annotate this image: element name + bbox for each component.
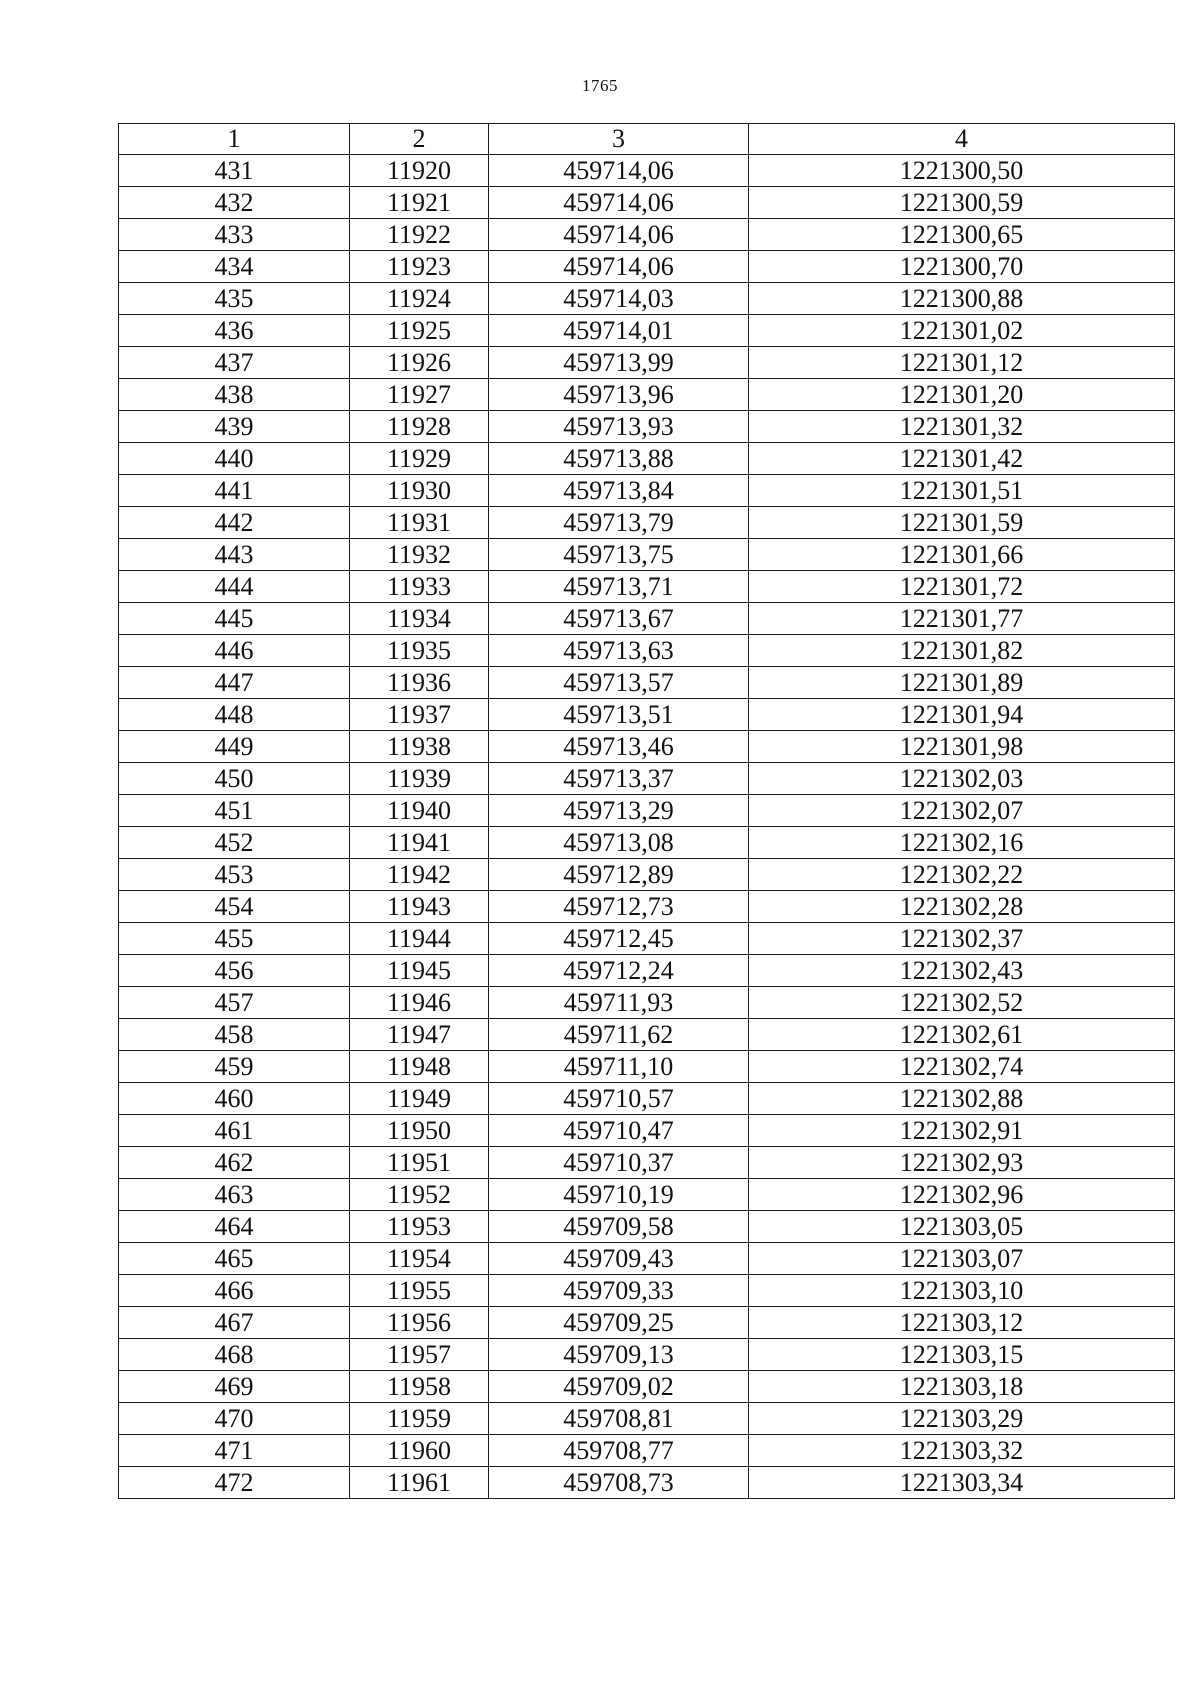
table-header xyxy=(119,124,1175,155)
table-row xyxy=(119,283,1175,315)
table-cell-col-1: 434 xyxy=(119,251,350,283)
table-cell-col-4: 1221302,37 xyxy=(749,923,1175,955)
table-cell-col-2: 11939 xyxy=(350,763,489,795)
table-cell-col-1: 465 xyxy=(119,1243,350,1275)
table-cell-col-2: 11929 xyxy=(350,443,489,475)
table-cell-col-1: 470 xyxy=(119,1403,350,1435)
table-cell-col-2: 11957 xyxy=(350,1339,489,1371)
table-row xyxy=(119,699,1175,731)
table-cell-col-4: 1221300,50 xyxy=(749,155,1175,187)
table-cell-col-3: 459710,47 xyxy=(489,1115,749,1147)
table-cell-col-3: 459709,02 xyxy=(489,1371,749,1403)
table-cell-col-1: 452 xyxy=(119,827,350,859)
table-cell-col-4: 1221302,07 xyxy=(749,795,1175,827)
table-cell-col-3: 459714,06 xyxy=(489,251,749,283)
table-cell-col-4: 1221301,66 xyxy=(749,539,1175,571)
table-row xyxy=(119,763,1175,795)
table-cell-col-1: 439 xyxy=(119,411,350,443)
table-row xyxy=(119,987,1175,1019)
table-cell-col-1: 456 xyxy=(119,955,350,987)
table-cell-col-1: 472 xyxy=(119,1467,350,1499)
table-cell-col-3: 459714,03 xyxy=(489,283,749,315)
table-row xyxy=(119,1467,1175,1499)
table-cell-col-4: 1221302,03 xyxy=(749,763,1175,795)
table-cell-col-3: 459708,77 xyxy=(489,1435,749,1467)
table-cell-col-3: 459711,10 xyxy=(489,1051,749,1083)
table-cell-col-1: 446 xyxy=(119,635,350,667)
table-cell-col-2: 11927 xyxy=(350,379,489,411)
table-cell-col-3: 459713,29 xyxy=(489,795,749,827)
table-row xyxy=(119,315,1175,347)
table-cell-col-4: 1221300,59 xyxy=(749,187,1175,219)
table-cell-col-3: 459710,19 xyxy=(489,1179,749,1211)
table-cell-col-2: 11923 xyxy=(350,251,489,283)
table-cell-col-4: 1221302,52 xyxy=(749,987,1175,1019)
table-cell-col-4: 1221302,93 xyxy=(749,1147,1175,1179)
table-cell-col-4: 1221302,61 xyxy=(749,1019,1175,1051)
table-cell-col-2: 11940 xyxy=(350,795,489,827)
table-cell-col-1: 449 xyxy=(119,731,350,763)
table-cell-col-2: 11959 xyxy=(350,1403,489,1435)
table-cell-col-4: 1221302,16 xyxy=(749,827,1175,859)
table-cell-col-2: 11925 xyxy=(350,315,489,347)
table-cell-col-4: 1221301,12 xyxy=(749,347,1175,379)
table-cell-col-1: 471 xyxy=(119,1435,350,1467)
table-cell-col-2: 11934 xyxy=(350,603,489,635)
table-cell-col-3: 459713,08 xyxy=(489,827,749,859)
table-cell-col-2: 11933 xyxy=(350,571,489,603)
table-cell-col-1: 459 xyxy=(119,1051,350,1083)
table-cell-col-1: 447 xyxy=(119,667,350,699)
table-row xyxy=(119,443,1175,475)
table-cell-col-1: 457 xyxy=(119,987,350,1019)
table-cell-col-2: 11945 xyxy=(350,955,489,987)
table-cell-col-3: 459713,99 xyxy=(489,347,749,379)
table-cell-col-4: 1221301,72 xyxy=(749,571,1175,603)
table-row xyxy=(119,667,1175,699)
table-cell-col-3: 459714,01 xyxy=(489,315,749,347)
table-row xyxy=(119,1403,1175,1435)
table-cell-col-2: 11931 xyxy=(350,507,489,539)
table-cell-col-2: 11944 xyxy=(350,923,489,955)
table-cell-col-2: 11954 xyxy=(350,1243,489,1275)
table-cell-col-3: 459709,58 xyxy=(489,1211,749,1243)
table-cell-col-1: 444 xyxy=(119,571,350,603)
table-cell-col-1: 445 xyxy=(119,603,350,635)
table-cell-col-3: 459713,75 xyxy=(489,539,749,571)
table-cell-col-4: 1221302,22 xyxy=(749,859,1175,891)
table-cell-col-4: 1221303,32 xyxy=(749,1435,1175,1467)
table-cell-col-2: 11942 xyxy=(350,859,489,891)
table-cell-col-4: 1221303,29 xyxy=(749,1403,1175,1435)
table-cell-col-1: 432 xyxy=(119,187,350,219)
table-cell-col-2: 11951 xyxy=(350,1147,489,1179)
table-cell-col-3: 459709,13 xyxy=(489,1339,749,1371)
header-row xyxy=(119,124,1175,155)
table-row xyxy=(119,1339,1175,1371)
table-body xyxy=(119,155,1175,1499)
table-cell-col-4: 1221301,02 xyxy=(749,315,1175,347)
table-cell-col-2: 11947 xyxy=(350,1019,489,1051)
table-cell-col-2: 11936 xyxy=(350,667,489,699)
table-cell-col-1: 455 xyxy=(119,923,350,955)
table-cell-col-2: 11956 xyxy=(350,1307,489,1339)
table-row xyxy=(119,219,1175,251)
table-cell-col-3: 459714,06 xyxy=(489,155,749,187)
table-cell-col-3: 459711,93 xyxy=(489,987,749,1019)
page-number: 1765 xyxy=(582,76,618,95)
table-row xyxy=(119,539,1175,571)
header-cell-4: 4 xyxy=(749,124,1175,155)
table-cell-col-4: 1221301,89 xyxy=(749,667,1175,699)
table-cell-col-3: 459714,06 xyxy=(489,219,749,251)
table-row xyxy=(119,1179,1175,1211)
table-row xyxy=(119,859,1175,891)
table-cell-col-4: 1221301,77 xyxy=(749,603,1175,635)
table-cell-col-1: 467 xyxy=(119,1307,350,1339)
table-row xyxy=(119,1051,1175,1083)
table-cell-col-2: 11941 xyxy=(350,827,489,859)
table-cell-col-1: 442 xyxy=(119,507,350,539)
table-row xyxy=(119,507,1175,539)
table-row xyxy=(119,955,1175,987)
table-cell-col-4: 1221301,82 xyxy=(749,635,1175,667)
table-cell-col-4: 1221303,12 xyxy=(749,1307,1175,1339)
table-cell-col-2: 11935 xyxy=(350,635,489,667)
header-cell-1: 1 xyxy=(119,124,350,155)
table-row xyxy=(119,795,1175,827)
table-cell-col-2: 11930 xyxy=(350,475,489,507)
table-row xyxy=(119,1435,1175,1467)
table-cell-col-2: 11958 xyxy=(350,1371,489,1403)
table-cell-col-3: 459713,46 xyxy=(489,731,749,763)
table-cell-col-4: 1221302,74 xyxy=(749,1051,1175,1083)
table-cell-col-1: 436 xyxy=(119,315,350,347)
table-cell-col-1: 435 xyxy=(119,283,350,315)
table-cell-col-1: 463 xyxy=(119,1179,350,1211)
table-row xyxy=(119,891,1175,923)
table-cell-col-1: 440 xyxy=(119,443,350,475)
table-cell-col-4: 1221303,07 xyxy=(749,1243,1175,1275)
table-cell-col-1: 441 xyxy=(119,475,350,507)
table-row xyxy=(119,1147,1175,1179)
table-cell-col-2: 11953 xyxy=(350,1211,489,1243)
table-row xyxy=(119,1371,1175,1403)
table-row xyxy=(119,187,1175,219)
table-row xyxy=(119,379,1175,411)
table-cell-col-4: 1221302,91 xyxy=(749,1115,1175,1147)
table-cell-col-4: 1221301,98 xyxy=(749,731,1175,763)
table-cell-col-4: 1221303,34 xyxy=(749,1467,1175,1499)
table-cell-col-1: 453 xyxy=(119,859,350,891)
table-cell-col-1: 462 xyxy=(119,1147,350,1179)
table-cell-col-4: 1221301,94 xyxy=(749,699,1175,731)
table-cell-col-2: 11926 xyxy=(350,347,489,379)
table-cell-col-4: 1221302,28 xyxy=(749,891,1175,923)
table-cell-col-3: 459713,63 xyxy=(489,635,749,667)
table-cell-col-4: 1221303,15 xyxy=(749,1339,1175,1371)
table-cell-col-2: 11938 xyxy=(350,731,489,763)
table-cell-col-3: 459714,06 xyxy=(489,187,749,219)
table-row xyxy=(119,251,1175,283)
table-cell-col-3: 459713,96 xyxy=(489,379,749,411)
table-row xyxy=(119,635,1175,667)
table-cell-col-3: 459710,37 xyxy=(489,1147,749,1179)
table-cell-col-4: 1221301,51 xyxy=(749,475,1175,507)
table-cell-col-1: 454 xyxy=(119,891,350,923)
table-cell-col-1: 468 xyxy=(119,1339,350,1371)
table-cell-col-1: 464 xyxy=(119,1211,350,1243)
table-cell-col-2: 11948 xyxy=(350,1051,489,1083)
table-cell-col-2: 11952 xyxy=(350,1179,489,1211)
table-cell-col-3: 459709,43 xyxy=(489,1243,749,1275)
table-row xyxy=(119,1019,1175,1051)
table-cell-col-1: 450 xyxy=(119,763,350,795)
table-cell-col-3: 459713,67 xyxy=(489,603,749,635)
table-row xyxy=(119,411,1175,443)
table-cell-col-1: 437 xyxy=(119,347,350,379)
table-cell-col-4: 1221302,88 xyxy=(749,1083,1175,1115)
table-cell-col-4: 1221302,96 xyxy=(749,1179,1175,1211)
table-cell-col-3: 459713,37 xyxy=(489,763,749,795)
table-cell-col-3: 459708,81 xyxy=(489,1403,749,1435)
table-cell-col-4: 1221302,43 xyxy=(749,955,1175,987)
table-row xyxy=(119,1083,1175,1115)
table-row xyxy=(119,347,1175,379)
table-cell-col-3: 459712,45 xyxy=(489,923,749,955)
table-cell-col-2: 11943 xyxy=(350,891,489,923)
table-cell-col-2: 11928 xyxy=(350,411,489,443)
table-cell-col-1: 458 xyxy=(119,1019,350,1051)
table-cell-col-1: 469 xyxy=(119,1371,350,1403)
table-cell-col-3: 459713,79 xyxy=(489,507,749,539)
table-cell-col-3: 459712,73 xyxy=(489,891,749,923)
table-cell-col-4: 1221300,65 xyxy=(749,219,1175,251)
table-cell-col-3: 459711,62 xyxy=(489,1019,749,1051)
table-cell-col-2: 11921 xyxy=(350,187,489,219)
table-cell-col-2: 11946 xyxy=(350,987,489,1019)
table-cell-col-4: 1221303,05 xyxy=(749,1211,1175,1243)
table-cell-col-4: 1221300,88 xyxy=(749,283,1175,315)
table-cell-col-4: 1221301,42 xyxy=(749,443,1175,475)
table-cell-col-3: 459713,71 xyxy=(489,571,749,603)
table-row xyxy=(119,603,1175,635)
table-cell-col-2: 11960 xyxy=(350,1435,489,1467)
table-row xyxy=(119,923,1175,955)
table-cell-col-1: 448 xyxy=(119,699,350,731)
table-cell-col-2: 11961 xyxy=(350,1467,489,1499)
table-cell-col-1: 466 xyxy=(119,1275,350,1307)
table-cell-col-3: 459709,33 xyxy=(489,1275,749,1307)
table-cell-col-3: 459713,88 xyxy=(489,443,749,475)
table-cell-col-4: 1221300,70 xyxy=(749,251,1175,283)
header-cell-3: 3 xyxy=(489,124,749,155)
table-cell-col-2: 11949 xyxy=(350,1083,489,1115)
table-cell-col-3: 459708,73 xyxy=(489,1467,749,1499)
table-cell-col-2: 11937 xyxy=(350,699,489,731)
table-cell-col-2: 11924 xyxy=(350,283,489,315)
table-cell-col-3: 459713,57 xyxy=(489,667,749,699)
table-cell-col-3: 459712,24 xyxy=(489,955,749,987)
table-cell-col-2: 11955 xyxy=(350,1275,489,1307)
table-cell-col-2: 11950 xyxy=(350,1115,489,1147)
coordinates-table xyxy=(118,123,1175,1499)
table-row xyxy=(119,571,1175,603)
header-cell-2: 2 xyxy=(350,124,489,155)
table-row xyxy=(119,1243,1175,1275)
table-cell-col-1: 443 xyxy=(119,539,350,571)
table-cell-col-3: 459713,93 xyxy=(489,411,749,443)
table-row xyxy=(119,1275,1175,1307)
table-cell-col-3: 459709,25 xyxy=(489,1307,749,1339)
table-cell-col-1: 460 xyxy=(119,1083,350,1115)
table-cell-col-2: 11920 xyxy=(350,155,489,187)
table-cell-col-3: 459710,57 xyxy=(489,1083,749,1115)
table-cell-col-4: 1221301,20 xyxy=(749,379,1175,411)
table-row xyxy=(119,1307,1175,1339)
table-row xyxy=(119,731,1175,763)
table-cell-col-1: 438 xyxy=(119,379,350,411)
table-row xyxy=(119,155,1175,187)
table-cell-col-4: 1221303,10 xyxy=(749,1275,1175,1307)
table-cell-col-4: 1221301,32 xyxy=(749,411,1175,443)
table-cell-col-3: 459713,84 xyxy=(489,475,749,507)
table-row xyxy=(119,1115,1175,1147)
table-cell-col-4: 1221303,18 xyxy=(749,1371,1175,1403)
table-cell-col-2: 11922 xyxy=(350,219,489,251)
table-row xyxy=(119,827,1175,859)
table-cell-col-3: 459713,51 xyxy=(489,699,749,731)
table-row xyxy=(119,1211,1175,1243)
table-cell-col-3: 459712,89 xyxy=(489,859,749,891)
table-cell-col-1: 433 xyxy=(119,219,350,251)
table-cell-col-1: 461 xyxy=(119,1115,350,1147)
table-row xyxy=(119,475,1175,507)
table-cell-col-2: 11932 xyxy=(350,539,489,571)
table-cell-col-4: 1221301,59 xyxy=(749,507,1175,539)
table-cell-col-1: 431 xyxy=(119,155,350,187)
table-cell-col-1: 451 xyxy=(119,795,350,827)
